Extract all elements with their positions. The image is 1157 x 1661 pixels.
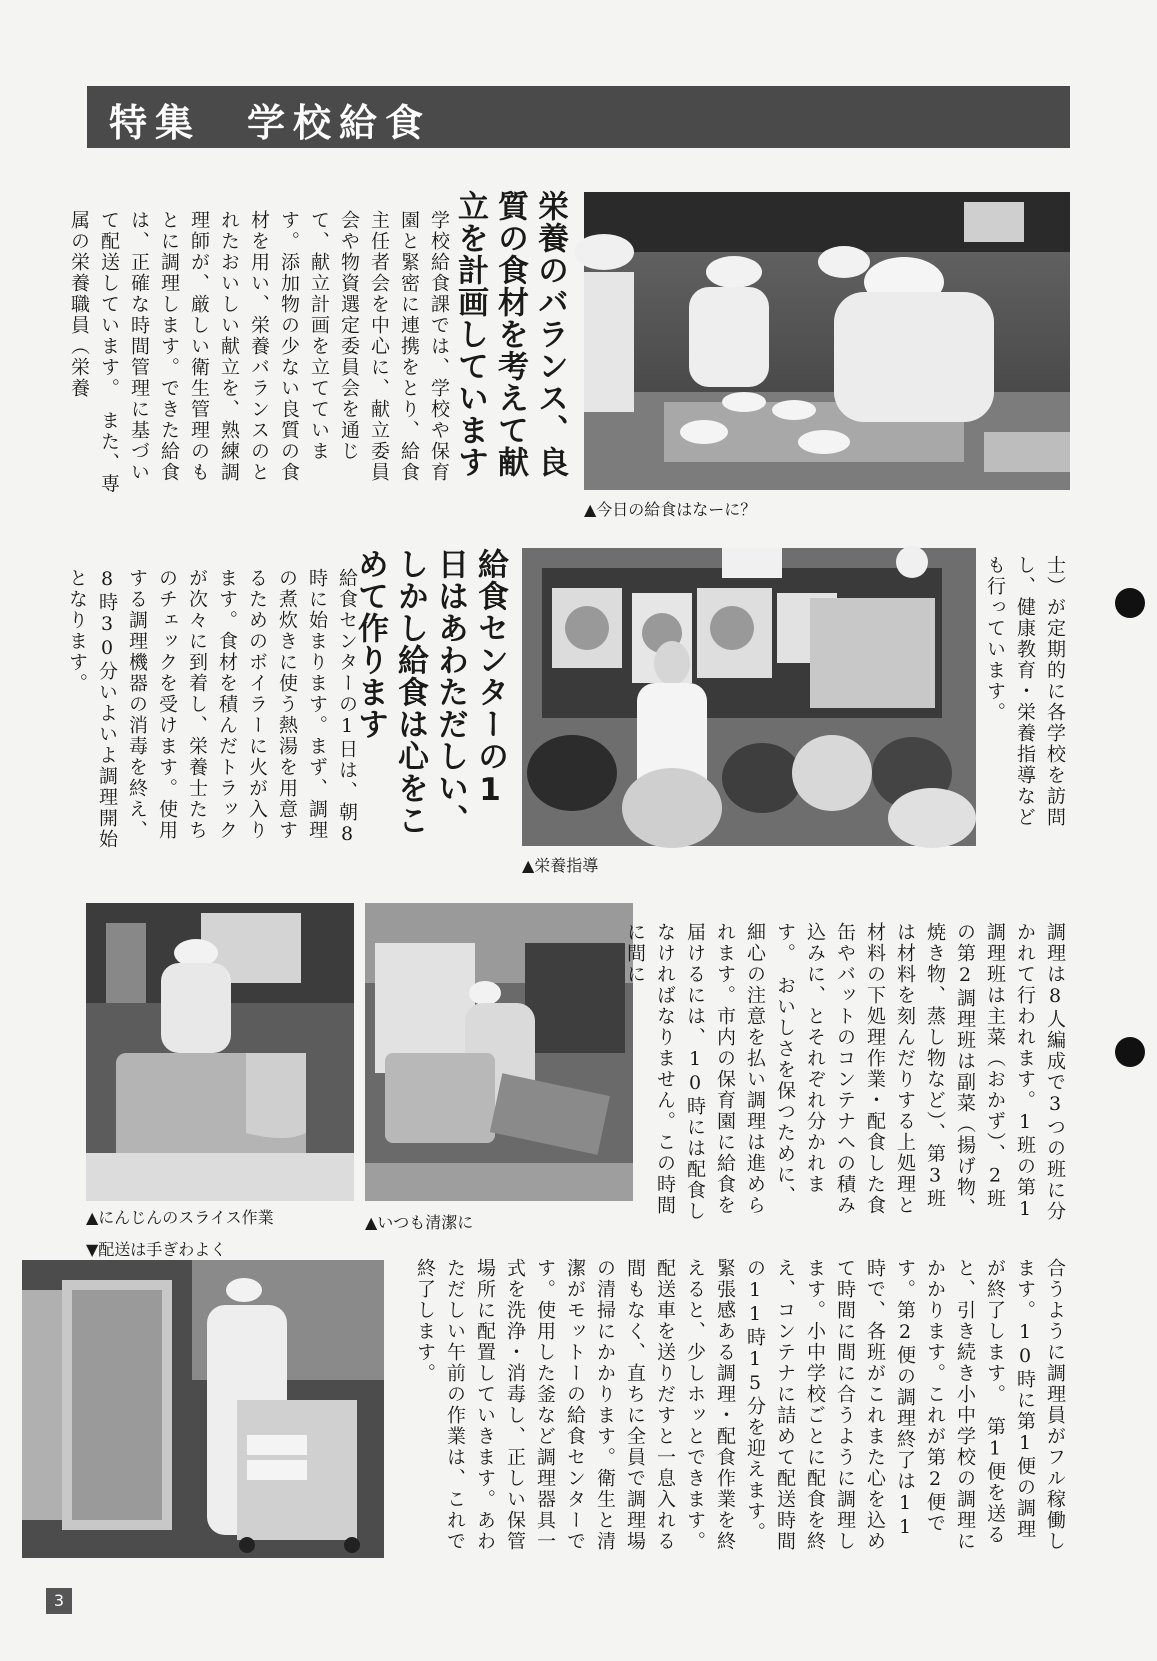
section1-body: 学校給食課では、学校や保育園と緊密に連携をとり、給食主任者会を中心に、献立委員会や物資選定委員会を通じて、献立計画を立てています。添加物の少ない良質の食材を用い、栄養バランスのとれたおいしい献立を、熟練調理師が、厳しい衛生管理のもとに調理します。できた給食は、正確な時間管理に基づいて配送しています。 また、専属の栄養職員（栄養 bbox=[68, 210, 450, 495]
section3-body: 調理は8人編成で3つの班に分かれて行われます。1班の第1調理班は主菜（おかず）、2班の第2調理班は副菜（揚げ物、焼き物、蒸し物など）、第3班は材料を刻んだりする上処理と材料の下処理作業・配食した食缶やバットのコンテナへの積み込みに、とそれぞれ分かれます。 おいしさを保つために、細心の注意を払い調理は進められます。市内の保育園に給食を届けるには、10時には配食しなければなりません。この時間に間に bbox=[624, 922, 1066, 1222]
photo2-caption: ▲栄養指導 bbox=[522, 856, 599, 875]
page-title: 特集 学校給食 bbox=[109, 100, 432, 145]
section1-continuation: 士）が定期的に各学校を訪問し、健康教育・栄養指導なども行っています。 bbox=[984, 555, 1066, 828]
photo4-caption: ▲いつも清潔に bbox=[365, 1213, 474, 1232]
photo1-caption: ▲今日の給食はなーに？ bbox=[584, 500, 757, 519]
section2-heading: 給食センターの1日はあわただしい、しかし給食は心をこめて作ります bbox=[352, 548, 508, 836]
section2-body: 給食センターの1日は、朝8時に始まります。まず、調理の煮炊きに使う熱湯を用意するためのボイラーに火が入ります。食材を積んだトラックが次々に到着し、栄養士たちのチェックを受けます。使用する調理機器の消毒を終え、8時30分いよいよ調理開始となります。 bbox=[66, 568, 358, 850]
section4-body: 合うように調理員がフル稼働します。10時に第1便の調理が終了します。 第1便を送ると、引き続き小中学校の調理にかかります。これが第2便です。第2便の調理終了は11時で、各班がこれまた心を込めて時間に間に合うように調理します。小中学校ごとに配食を終え、コンテナに詰めて配送時間の11時15分を迎えます。緊張感ある調理・配食作業を終えると、少しホッとできます。 配送車を送りだすと一息入れる間もなく、直ちに全員で調理場の清掃にかかります。衛生と清潔がモットーの給食センターです。使用した釜など調理器具一式を洗浄・消毒し、正しい保管場所に配置していきます。あわただしい午前の作業は、これで終了します。 bbox=[414, 1258, 1066, 1564]
page-number: 3 bbox=[46, 1588, 72, 1614]
feature-header bbox=[87, 86, 1070, 148]
photo-nutrition-guidance bbox=[522, 548, 976, 846]
section1-heading: 栄養のバランス、良質の食材を考えて献立を計画しています bbox=[452, 190, 568, 478]
photo-carrot-slicing bbox=[86, 903, 354, 1201]
binder-hole-top bbox=[1115, 588, 1145, 618]
photo-kids-serving-lunch bbox=[584, 192, 1070, 490]
photo3-caption: ▲にんじんのスライス作業 bbox=[86, 1208, 274, 1227]
photo-delivery bbox=[22, 1260, 384, 1558]
photo-cleaning bbox=[365, 903, 633, 1201]
binder-hole-bottom bbox=[1115, 1037, 1145, 1067]
photo5-caption: ▼配送は手ぎわよく bbox=[86, 1240, 227, 1259]
